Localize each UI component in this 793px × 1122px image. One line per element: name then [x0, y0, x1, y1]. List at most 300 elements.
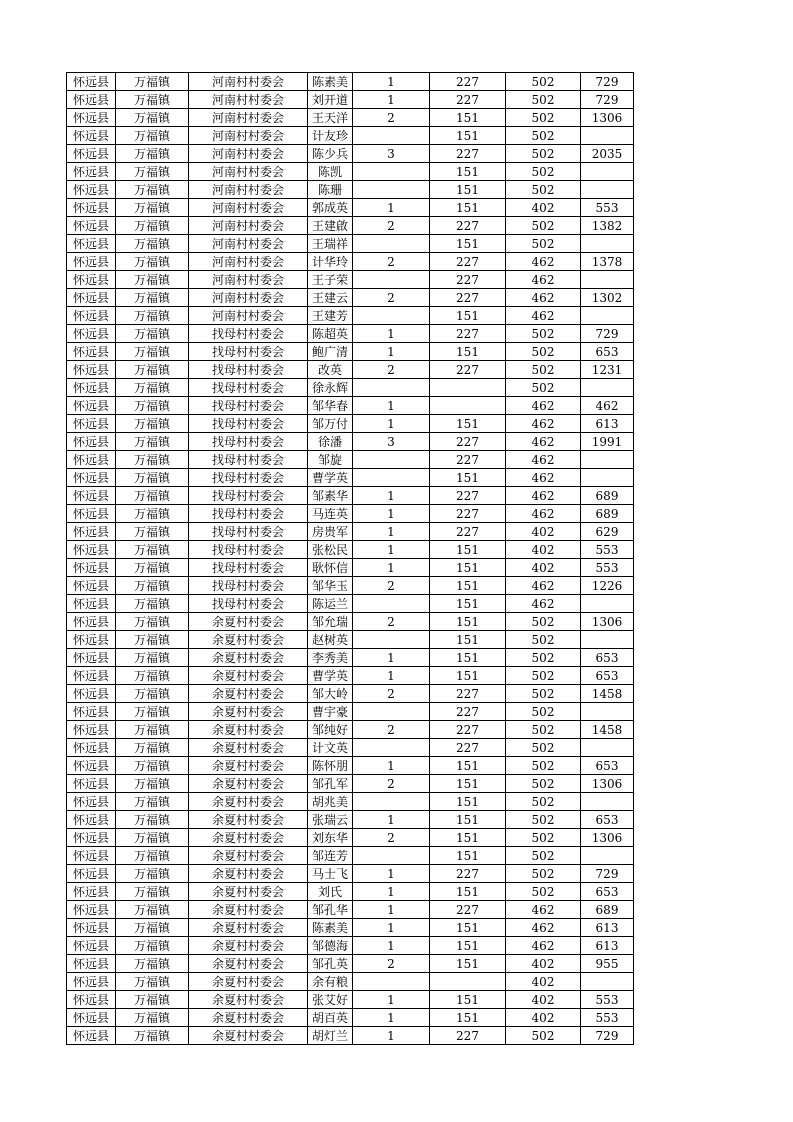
total-cell: 689: [581, 901, 634, 919]
town-cell: 万福镇: [116, 613, 189, 631]
table-row: [67, 991, 634, 1009]
town-cell: 万福镇: [116, 325, 189, 343]
name-cell: 陈素美: [308, 73, 353, 91]
name-cell: 郭成英: [308, 199, 353, 217]
count-cell: 1: [353, 919, 430, 937]
name-cell: 王建云: [308, 289, 353, 307]
name-cell: 鲍广清: [308, 343, 353, 361]
count-cell: [353, 973, 430, 991]
table-row: [67, 451, 634, 469]
total-cell: 1306: [581, 829, 634, 847]
table-row: [67, 469, 634, 487]
amount-a-cell: 151: [430, 757, 506, 775]
total-cell: 462: [581, 397, 634, 415]
village-committee-cell: 余夏村村委会: [189, 1027, 308, 1045]
village-committee-cell: 余夏村村委会: [189, 649, 308, 667]
name-cell: 邹华玉: [308, 577, 353, 595]
table-row: [67, 235, 634, 253]
table-row: [67, 703, 634, 721]
village-committee-cell: 余夏村村委会: [189, 865, 308, 883]
amount-b-cell: 502: [506, 883, 581, 901]
village-committee-cell: 河南村村委会: [189, 217, 308, 235]
amount-a-cell: 227: [430, 505, 506, 523]
amount-b-cell: 502: [506, 163, 581, 181]
county-cell: 怀远县: [67, 469, 116, 487]
name-cell: 邹连芳: [308, 847, 353, 865]
amount-a-cell: 151: [430, 1009, 506, 1027]
amount-b-cell: 502: [506, 811, 581, 829]
table-row: [67, 163, 634, 181]
amount-b-cell: 502: [506, 127, 581, 145]
table-row: [67, 505, 634, 523]
table-row: [67, 865, 634, 883]
count-cell: 1: [353, 343, 430, 361]
amount-b-cell: 502: [506, 847, 581, 865]
amount-b-cell: 502: [506, 739, 581, 757]
amount-a-cell: 151: [430, 559, 506, 577]
village-committee-cell: 河南村村委会: [189, 181, 308, 199]
amount-b-cell: 462: [506, 253, 581, 271]
amount-a-cell: 151: [430, 163, 506, 181]
amount-b-cell: 462: [506, 433, 581, 451]
amount-a-cell: 151: [430, 937, 506, 955]
amount-b-cell: 462: [506, 901, 581, 919]
table-row: [67, 523, 634, 541]
town-cell: 万福镇: [116, 289, 189, 307]
county-cell: 怀远县: [67, 73, 116, 91]
town-cell: 万福镇: [116, 739, 189, 757]
town-cell: 万福镇: [116, 235, 189, 253]
county-cell: 怀远县: [67, 163, 116, 181]
amount-a-cell: 151: [430, 577, 506, 595]
amount-a-cell: 227: [430, 721, 506, 739]
village-committee-cell: 余夏村村委会: [189, 739, 308, 757]
table-row: [67, 721, 634, 739]
count-cell: 2: [353, 955, 430, 973]
village-committee-cell: 余夏村村委会: [189, 883, 308, 901]
amount-a-cell: 227: [430, 217, 506, 235]
table-row: [67, 181, 634, 199]
total-cell: [581, 127, 634, 145]
town-cell: 万福镇: [116, 451, 189, 469]
total-cell: 653: [581, 667, 634, 685]
total-cell: [581, 703, 634, 721]
village-committee-cell: 余夏村村委会: [189, 973, 308, 991]
total-cell: 553: [581, 991, 634, 1009]
amount-b-cell: 402: [506, 199, 581, 217]
county-cell: 怀远县: [67, 415, 116, 433]
count-cell: [353, 235, 430, 253]
county-cell: 怀远县: [67, 577, 116, 595]
village-committee-cell: 河南村村委会: [189, 127, 308, 145]
amount-a-cell: 227: [430, 325, 506, 343]
amount-b-cell: 402: [506, 955, 581, 973]
amount-a-cell: 151: [430, 811, 506, 829]
amount-a-cell: 227: [430, 901, 506, 919]
town-cell: 万福镇: [116, 667, 189, 685]
town-cell: 万福镇: [116, 847, 189, 865]
count-cell: 2: [353, 253, 430, 271]
table-row: [67, 145, 634, 163]
name-cell: 张艾好: [308, 991, 353, 1009]
county-cell: 怀远县: [67, 685, 116, 703]
amount-b-cell: 462: [506, 451, 581, 469]
amount-a-cell: 227: [430, 289, 506, 307]
total-cell: 653: [581, 757, 634, 775]
county-cell: 怀远县: [67, 775, 116, 793]
county-cell: 怀远县: [67, 325, 116, 343]
amount-b-cell: 502: [506, 145, 581, 163]
count-cell: 1: [353, 487, 430, 505]
count-cell: 1: [353, 937, 430, 955]
name-cell: 邹孔军: [308, 775, 353, 793]
amount-b-cell: 502: [506, 649, 581, 667]
table-row: [67, 667, 634, 685]
total-cell: 1231: [581, 361, 634, 379]
name-cell: 王天洋: [308, 109, 353, 127]
town-cell: 万福镇: [116, 181, 189, 199]
amount-b-cell: 502: [506, 865, 581, 883]
amount-b-cell: 502: [506, 379, 581, 397]
town-cell: 万福镇: [116, 991, 189, 1009]
county-cell: 怀远县: [67, 397, 116, 415]
name-cell: 陈素美: [308, 919, 353, 937]
table-row: [67, 829, 634, 847]
total-cell: 2035: [581, 145, 634, 163]
count-cell: 2: [353, 289, 430, 307]
town-cell: 万福镇: [116, 1009, 189, 1027]
amount-b-cell: 462: [506, 919, 581, 937]
county-cell: 怀远县: [67, 379, 116, 397]
village-committee-cell: 余夏村村委会: [189, 991, 308, 1009]
count-cell: 2: [353, 829, 430, 847]
total-cell: [581, 469, 634, 487]
table-row: [67, 199, 634, 217]
name-cell: 陈珊: [308, 181, 353, 199]
name-cell: 计友珍: [308, 127, 353, 145]
village-committee-cell: 余夏村村委会: [189, 1009, 308, 1027]
count-cell: [353, 631, 430, 649]
count-cell: 2: [353, 613, 430, 631]
count-cell: [353, 739, 430, 757]
total-cell: 729: [581, 865, 634, 883]
village-committee-cell: 河南村村委会: [189, 91, 308, 109]
amount-b-cell: 462: [506, 505, 581, 523]
county-cell: 怀远县: [67, 289, 116, 307]
county-cell: 怀远县: [67, 199, 116, 217]
amount-b-cell: 502: [506, 109, 581, 127]
county-cell: 怀远县: [67, 901, 116, 919]
county-cell: 怀远县: [67, 109, 116, 127]
name-cell: 改英: [308, 361, 353, 379]
town-cell: 万福镇: [116, 91, 189, 109]
town-cell: 万福镇: [116, 955, 189, 973]
town-cell: 万福镇: [116, 397, 189, 415]
amount-b-cell: 502: [506, 235, 581, 253]
amount-a-cell: [430, 973, 506, 991]
table-row: [67, 613, 634, 631]
total-cell: [581, 793, 634, 811]
town-cell: 万福镇: [116, 361, 189, 379]
county-cell: 怀远县: [67, 1009, 116, 1027]
table-row: [67, 379, 634, 397]
amount-b-cell: 402: [506, 541, 581, 559]
amount-a-cell: 151: [430, 199, 506, 217]
count-cell: 1: [353, 901, 430, 919]
table-row: [67, 577, 634, 595]
table-row: [67, 217, 634, 235]
county-cell: 怀远县: [67, 739, 116, 757]
name-cell: 邹旋: [308, 451, 353, 469]
town-cell: 万福镇: [116, 703, 189, 721]
village-committee-cell: 找母村村委会: [189, 433, 308, 451]
village-committee-cell: 河南村村委会: [189, 289, 308, 307]
village-committee-cell: 河南村村委会: [189, 253, 308, 271]
county-cell: 怀远县: [67, 595, 116, 613]
total-cell: 629: [581, 523, 634, 541]
town-cell: 万福镇: [116, 73, 189, 91]
table-row: [67, 775, 634, 793]
name-cell: 曹学英: [308, 469, 353, 487]
total-cell: 955: [581, 955, 634, 973]
name-cell: 李秀美: [308, 649, 353, 667]
county-cell: 怀远县: [67, 919, 116, 937]
amount-a-cell: 227: [430, 73, 506, 91]
village-committee-cell: 余夏村村委会: [189, 901, 308, 919]
name-cell: 曹学英: [308, 667, 353, 685]
county-cell: 怀远县: [67, 253, 116, 271]
total-cell: 729: [581, 91, 634, 109]
village-committee-cell: 余夏村村委会: [189, 919, 308, 937]
name-cell: 余有粮: [308, 973, 353, 991]
amount-a-cell: 151: [430, 829, 506, 847]
table-row: [67, 919, 634, 937]
town-cell: 万福镇: [116, 595, 189, 613]
village-committee-cell: 余夏村村委会: [189, 829, 308, 847]
name-cell: 邹孔华: [308, 901, 353, 919]
county-cell: 怀远县: [67, 361, 116, 379]
name-cell: 陈怀朋: [308, 757, 353, 775]
count-cell: 2: [353, 721, 430, 739]
county-cell: 怀远县: [67, 541, 116, 559]
count-cell: 1: [353, 991, 430, 1009]
village-committee-cell: 找母村村委会: [189, 469, 308, 487]
name-cell: 马连英: [308, 505, 353, 523]
village-committee-cell: 余夏村村委会: [189, 703, 308, 721]
amount-b-cell: 502: [506, 325, 581, 343]
total-cell: 689: [581, 487, 634, 505]
total-cell: [581, 631, 634, 649]
name-cell: 王子荣: [308, 271, 353, 289]
name-cell: 耿怀信: [308, 559, 353, 577]
table-row: [67, 343, 634, 361]
table-row: [67, 1009, 634, 1027]
name-cell: 马士飞: [308, 865, 353, 883]
count-cell: 1: [353, 865, 430, 883]
count-cell: [353, 379, 430, 397]
total-cell: 1302: [581, 289, 634, 307]
town-cell: 万福镇: [116, 973, 189, 991]
amount-a-cell: 151: [430, 955, 506, 973]
town-cell: 万福镇: [116, 649, 189, 667]
county-cell: 怀远县: [67, 145, 116, 163]
county-cell: 怀远县: [67, 703, 116, 721]
count-cell: [353, 181, 430, 199]
table-row: [67, 793, 634, 811]
town-cell: 万福镇: [116, 199, 189, 217]
amount-a-cell: 227: [430, 433, 506, 451]
county-cell: 怀远县: [67, 559, 116, 577]
count-cell: [353, 163, 430, 181]
count-cell: 2: [353, 685, 430, 703]
name-cell: 曹宇豪: [308, 703, 353, 721]
village-committee-cell: 河南村村委会: [189, 163, 308, 181]
county-cell: 怀远县: [67, 307, 116, 325]
table-row: [67, 1027, 634, 1045]
county-cell: 怀远县: [67, 433, 116, 451]
table-row: [67, 109, 634, 127]
name-cell: 张松民: [308, 541, 353, 559]
table-row: [67, 289, 634, 307]
village-committee-cell: 河南村村委会: [189, 145, 308, 163]
county-cell: 怀远县: [67, 667, 116, 685]
town-cell: 万福镇: [116, 109, 189, 127]
name-cell: 邹华春: [308, 397, 353, 415]
count-cell: [353, 307, 430, 325]
name-cell: 邹纯好: [308, 721, 353, 739]
amount-b-cell: 502: [506, 703, 581, 721]
amount-b-cell: 502: [506, 793, 581, 811]
total-cell: [581, 595, 634, 613]
county-cell: 怀远县: [67, 649, 116, 667]
town-cell: 万福镇: [116, 829, 189, 847]
count-cell: 1: [353, 523, 430, 541]
table-row: [67, 559, 634, 577]
village-committee-cell: 余夏村村委会: [189, 685, 308, 703]
village-committee-cell: 找母村村委会: [189, 325, 308, 343]
county-cell: 怀远县: [67, 523, 116, 541]
amount-b-cell: 502: [506, 721, 581, 739]
amount-a-cell: 151: [430, 631, 506, 649]
county-cell: 怀远县: [67, 829, 116, 847]
county-cell: 怀远县: [67, 793, 116, 811]
count-cell: 1: [353, 541, 430, 559]
count-cell: 2: [353, 217, 430, 235]
count-cell: [353, 703, 430, 721]
town-cell: 万福镇: [116, 253, 189, 271]
roster-table: [66, 72, 634, 1045]
total-cell: [581, 271, 634, 289]
name-cell: 邹孔英: [308, 955, 353, 973]
amount-a-cell: 151: [430, 793, 506, 811]
county-cell: 怀远县: [67, 505, 116, 523]
amount-b-cell: 502: [506, 91, 581, 109]
amount-a-cell: 151: [430, 775, 506, 793]
village-committee-cell: 河南村村委会: [189, 109, 308, 127]
amount-a-cell: 227: [430, 703, 506, 721]
amount-a-cell: 151: [430, 127, 506, 145]
county-cell: 怀远县: [67, 217, 116, 235]
total-cell: 553: [581, 199, 634, 217]
amount-a-cell: 151: [430, 541, 506, 559]
amount-a-cell: 151: [430, 667, 506, 685]
table-row: [67, 901, 634, 919]
village-committee-cell: 余夏村村委会: [189, 631, 308, 649]
town-cell: 万福镇: [116, 307, 189, 325]
amount-a-cell: [430, 397, 506, 415]
amount-a-cell: 227: [430, 487, 506, 505]
count-cell: 1: [353, 757, 430, 775]
table-row: [67, 955, 634, 973]
village-committee-cell: 找母村村委会: [189, 595, 308, 613]
village-committee-cell: 余夏村村委会: [189, 667, 308, 685]
count-cell: 2: [353, 361, 430, 379]
town-cell: 万福镇: [116, 883, 189, 901]
name-cell: 徐永辉: [308, 379, 353, 397]
amount-a-cell: 227: [430, 271, 506, 289]
town-cell: 万福镇: [116, 343, 189, 361]
amount-a-cell: 151: [430, 919, 506, 937]
town-cell: 万福镇: [116, 433, 189, 451]
name-cell: 邹德海: [308, 937, 353, 955]
amount-b-cell: 502: [506, 361, 581, 379]
amount-b-cell: 402: [506, 523, 581, 541]
county-cell: 怀远县: [67, 271, 116, 289]
total-cell: 1382: [581, 217, 634, 235]
total-cell: 1458: [581, 721, 634, 739]
count-cell: 1: [353, 73, 430, 91]
town-cell: 万福镇: [116, 523, 189, 541]
table-row: [67, 757, 634, 775]
name-cell: 刘开道: [308, 91, 353, 109]
total-cell: [581, 235, 634, 253]
count-cell: [353, 451, 430, 469]
total-cell: 1306: [581, 613, 634, 631]
table-row: [67, 127, 634, 145]
amount-b-cell: 502: [506, 775, 581, 793]
village-committee-cell: 河南村村委会: [189, 271, 308, 289]
village-committee-cell: 找母村村委会: [189, 415, 308, 433]
amount-b-cell: 502: [506, 613, 581, 631]
village-committee-cell: 找母村村委会: [189, 559, 308, 577]
total-cell: 1226: [581, 577, 634, 595]
total-cell: [581, 307, 634, 325]
table-row: [67, 253, 634, 271]
county-cell: 怀远县: [67, 955, 116, 973]
town-cell: 万福镇: [116, 145, 189, 163]
amount-a-cell: 151: [430, 343, 506, 361]
village-committee-cell: 找母村村委会: [189, 379, 308, 397]
village-committee-cell: 余夏村村委会: [189, 955, 308, 973]
amount-b-cell: 502: [506, 217, 581, 235]
town-cell: 万福镇: [116, 901, 189, 919]
table-row: [67, 883, 634, 901]
table-row: [67, 325, 634, 343]
table-row: [67, 595, 634, 613]
county-cell: 怀远县: [67, 235, 116, 253]
county-cell: 怀远县: [67, 883, 116, 901]
village-committee-cell: 找母村村委会: [189, 541, 308, 559]
total-cell: [581, 847, 634, 865]
amount-b-cell: 462: [506, 937, 581, 955]
amount-a-cell: 227: [430, 253, 506, 271]
village-committee-cell: 余夏村村委会: [189, 757, 308, 775]
table-row: [67, 649, 634, 667]
county-cell: 怀远县: [67, 631, 116, 649]
town-cell: 万福镇: [116, 865, 189, 883]
total-cell: 1458: [581, 685, 634, 703]
name-cell: 王建芳: [308, 307, 353, 325]
